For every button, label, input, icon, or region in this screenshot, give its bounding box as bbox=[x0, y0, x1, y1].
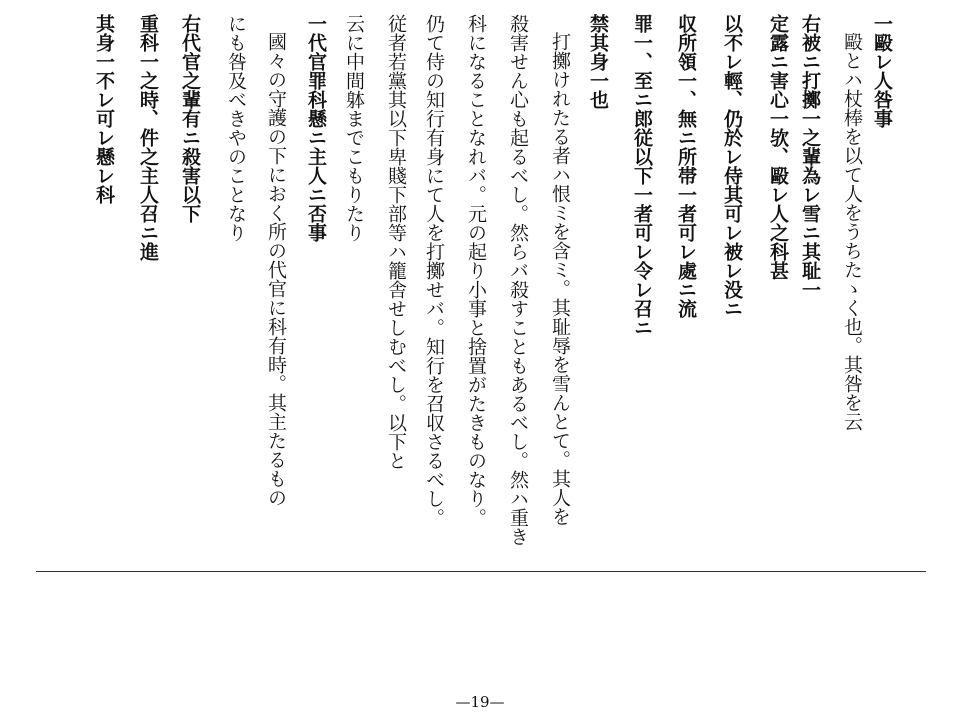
text-column-8: 禁其身一也 bbox=[587, 14, 609, 109]
text-column-18: 右代官之輩有ニ殺害以下 bbox=[179, 14, 201, 223]
text-column-14: 云に中間躰までこもりたり bbox=[343, 14, 365, 242]
text-column-12: 仍て侍の知行有身にて人を打擲せバ。知行を召収さるべし。 bbox=[423, 14, 445, 527]
text-column-20: 其身一不レ可レ懸レ科 bbox=[93, 14, 115, 204]
text-column-6: 収所領一、無ニ所帯一者可レ處ニ流 bbox=[675, 14, 697, 318]
text-column-7: 罪一、至ニ郎従以下一者可レ令レ召ニ bbox=[631, 14, 653, 337]
text-column-19: 重科一之時、件之主人召ニ進 bbox=[137, 14, 159, 261]
text-column-5: 以不レ輕、仍於レ侍其可レ被レ没ニ bbox=[721, 14, 743, 318]
page-divider bbox=[36, 571, 926, 572]
text-column-10: 殺害せん心も起るべし。然らバ殺すこともあるべし。然ハ重き bbox=[507, 14, 529, 546]
text-column-11: 科になることなれバ。元の起り小事と捨置がたきものなり。 bbox=[465, 14, 487, 527]
text-column-17: にも咎及べきやのことなり bbox=[225, 14, 247, 242]
text-column-1: 一毆レ人咎事 bbox=[871, 14, 893, 128]
text-column-13: 従者若黨其以下卑賤下部等ハ籠舎せしむべし。以下と bbox=[385, 14, 407, 470]
text-column-3: 右被ニ打擲一之輩為レ雪ニ其耻一 bbox=[799, 14, 821, 299]
text-column-16: 國々の守護の下におく所の代官に科有時。其主たるもの bbox=[265, 32, 287, 507]
page-number: —19— bbox=[455, 693, 505, 711]
text-column-15: 一代官罪科懸ニ主人ニ否事 bbox=[305, 14, 327, 242]
text-column-9: 打擲けれたる者ハ恨ミを含ミ。其耻辱を雪んとて。其人を bbox=[549, 32, 571, 526]
text-column-4: 定露ニ害心一欤、毆レ人之科甚 bbox=[767, 14, 789, 280]
text-column-2: 毆とハ杖棒を以て人をうちたゝく也。其咎を云 bbox=[841, 32, 863, 431]
